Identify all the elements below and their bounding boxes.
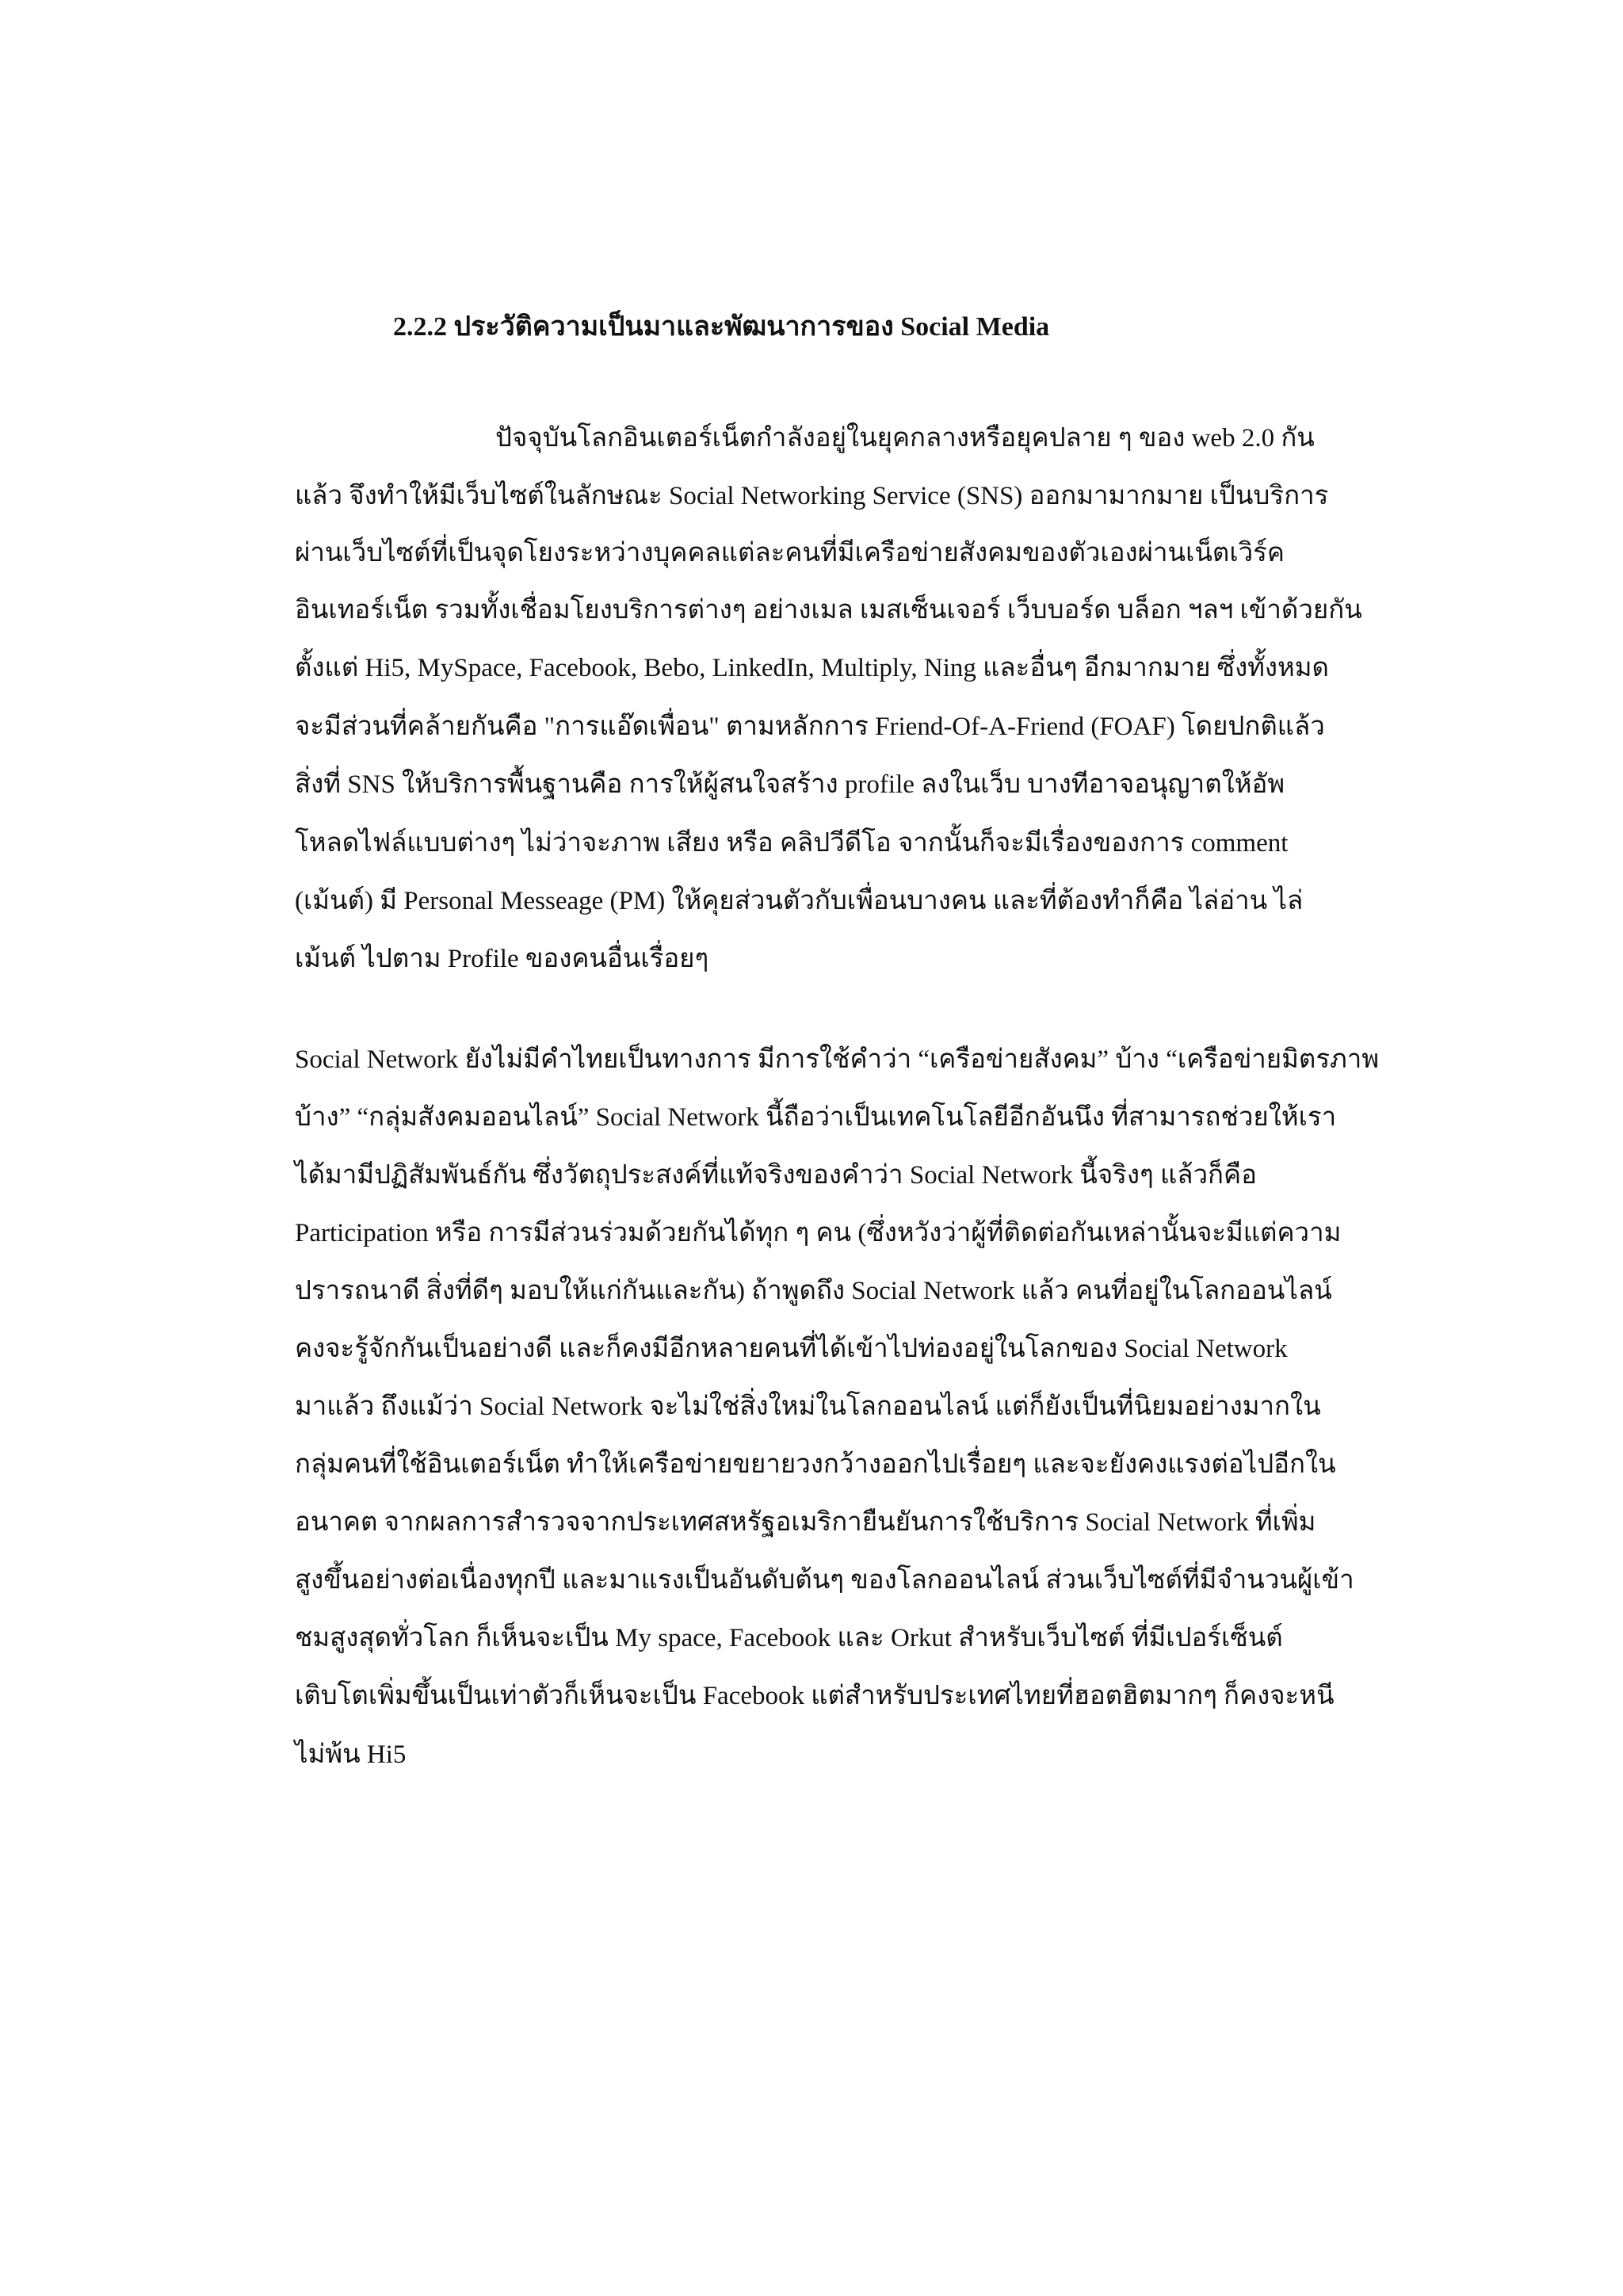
paragraph-line: Social Network ยังไม่มีคำไทยเป็นทางการ มีการใช้คำว่า “เครือข่ายสังคม” บ้าง “เครือข่ายมิตรภาพ — [295, 1045, 1380, 1074]
paragraph-line: สูงขึ้นอย่างต่อเนื่องทุกปี และมาแรงเป็นอันดับต้นๆ ของโลกออนไลน์ ส่วนเว็บไซต์ที่มีจำนวนผู้เข้า — [295, 1566, 1354, 1595]
paragraph-line: ผ่านเว็บไซต์ที่เป็นจุดโยงระหว่างบุคคลแต่ละคนที่มีเครือข่ายสังคมของตัวเองผ่านเน็ตเวิร์ค — [295, 539, 1285, 567]
section-heading: 2.2.2 ประวัติความเป็นมาและพัฒนาการของ Social Media — [393, 312, 1050, 342]
paragraph-line: ปรารถนาดี สิ่งที่ดีๆ มอบให้แก่กันและกัน) ถ้าพูดถึง Social Network แล้ว คนที่อยู่ในโลกออนไลน์ — [295, 1277, 1332, 1305]
paragraph-line: จะมีส่วนที่คล้ายกันคือ "การแอ๊ดเพื่อน" ตามหลักการ Friend-Of-A-Friend (FOAF) โดยปกติแล้ว — [295, 712, 1325, 741]
paragraph-line: มาแล้ว ถึงแม้ว่า Social Network จะไม่ใช่สิ่งใหม่ในโลกออนไลน์ แต่ก็ยังเป็นที่นิยมอย่างมากใน — [295, 1392, 1321, 1421]
paragraph-line: กลุ่มคนที่ใช้อินเตอร์เน็ต ทำให้เครือข่ายขยายวงกว้างออกไปเรื่อยๆ และจะยังคงแรงต่อไปอีกใน — [295, 1450, 1336, 1479]
paragraph-line: สิ่งที่ SNS ให้บริการพื้นฐานคือ การให้ผู้สนใจสร้าง profile ลงในเว็บ บางทีอาจอนุญาตให้อัพ — [295, 770, 1285, 799]
paragraph-line: ชมสูงสุดทั่วโลก ก็เห็นจะเป็น My space, Facebook และ Orkut สำหรับเว็บไซต์ ที่มีเปอร์เซ็นต์ — [295, 1624, 1283, 1652]
paragraph-line: อนาคต จากผลการสำรวจจากประเทศสหรัฐอเมริกายืนยันการใช้บริการ Social Network ที่เพิ่ม — [295, 1508, 1316, 1537]
paragraph-line: เติบโตเพิ่มขึ้นเป็นเท่าตัวก็เห็นจะเป็น Facebook แต่สำหรับประเทศไทยที่ฮอตฮิตมากๆ ก็คงจะหนี — [295, 1682, 1335, 1710]
paragraph-line: แล้ว จึงทำให้มีเว็บไซต์ในลักษณะ Social Networking Service (SNS) ออกมามากมาย เป็นบริการ — [295, 482, 1329, 510]
paragraph-line: โหลดไฟล์แบบต่างๆ ไม่ว่าจะภาพ เสียง หรือ คลิปวีดีโอ จากนั้นก็จะมีเรื่องของการ comment — [295, 829, 1289, 858]
paragraph-line: ไม่พ้น Hi5 — [295, 1740, 407, 1769]
paragraph-line: ได้มามีปฏิสัมพันธ์กัน ซึ่งวัตถุประสงค์ที่แท้จริงของคำว่า Social Network นี้จริงๆ แล้วก็คือ — [295, 1161, 1257, 1190]
paragraph-line: คงจะรู้จักกันเป็นอย่างดี และก็คงมีอีกหลายคนที่ได้เข้าไปท่องอยู่ในโลกของ Social Network — [295, 1335, 1288, 1363]
paragraph-line: ปัจจุบันโลกอินเตอร์เน็ตกำลังอยู่ในยุคกลางหรือยุคปลาย ๆ ของ web 2.0 กัน — [495, 424, 1315, 453]
paragraph-line: เม้นต์ ไปตาม Profile ของคนอื่นเรื่อยๆ — [295, 945, 709, 973]
paragraph-line: Participation หรือ การมีส่วนร่วมด้วยกันได้ทุก ๆ คน (ซึ่งหวังว่าผู้ที่ติดต่อกันเหล่านั้นจะมีแต่ความ — [295, 1219, 1342, 1247]
paragraph-line: อินเทอร์เน็ต รวมทั้งเชื่อมโยงบริการต่างๆ อย่างเมล เมสเซ็นเจอร์ เว็บบอร์ด บล็อก ฯลฯ เข้าด้วยกัน — [295, 596, 1362, 625]
paragraph-line: ตั้งแต่ Hi5, MySpace, Facebook, Bebo, LinkedIn, Multiply, Ning และอื่นๆ อีกมากมาย ซึ่งทั้งหมด — [295, 654, 1329, 682]
paragraph-line: (เม้นต์) มี Personal Messeage (PM) ให้คุยส่วนตัวกับเพื่อนบางคน และที่ต้องทำก็คือ ไล่อ่าน ไล่ — [295, 887, 1304, 915]
paragraph-line: บ้าง” “กลุ่มสังคมออนไลน์” Social Network นี้ถือว่าเป็นเทคโนโลยีอีกอันนึง ที่สามารถช่วยให้เรา — [295, 1103, 1337, 1132]
